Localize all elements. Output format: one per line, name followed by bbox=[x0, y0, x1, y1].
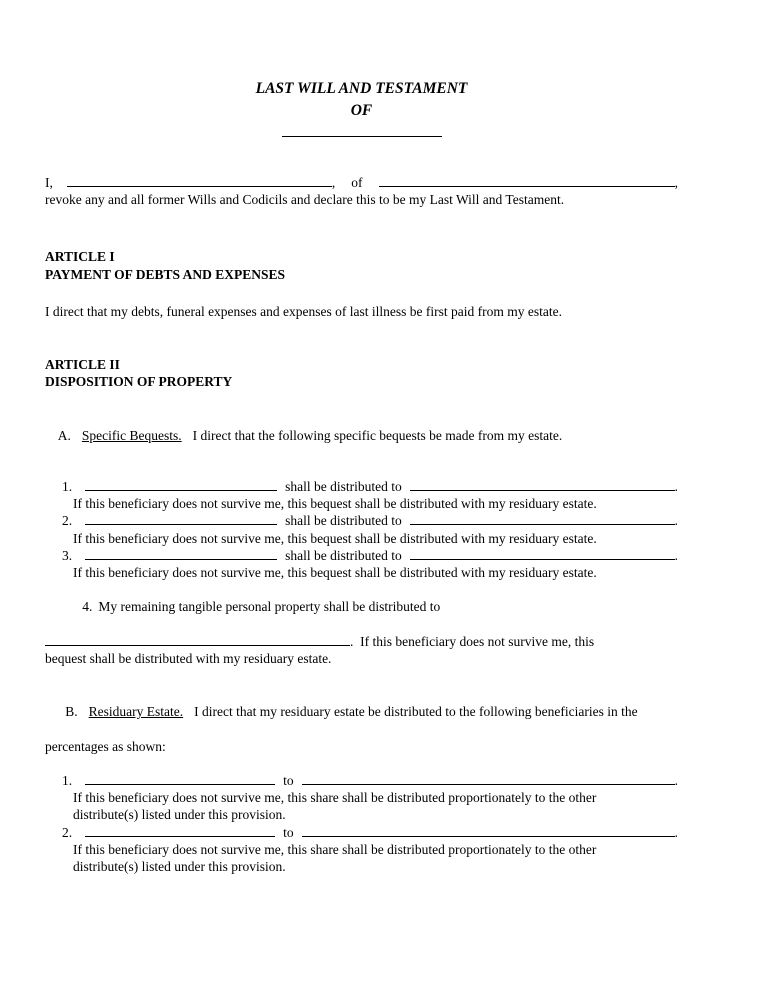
share-item-1-line bbox=[45, 772, 678, 789]
bequest-item-1-mid-text: shall be distributed to bbox=[285, 479, 402, 495]
share-2-beneficiary-blank bbox=[302, 836, 675, 837]
bequest-item-3-line bbox=[45, 547, 678, 564]
bequest-2-property-blank bbox=[85, 524, 277, 525]
share-1-percentage-blank bbox=[85, 784, 275, 785]
remaining-property-line-2-suffix: . If this beneficiary does not survive me, this bbox=[350, 633, 595, 649]
bequest-item-1-line bbox=[45, 478, 678, 495]
remaining-property-line-3: bequest shall be distributed with my residuary estate. bbox=[45, 651, 332, 667]
section-b-list bbox=[45, 772, 678, 875]
bequest-item-2-number: 2. bbox=[62, 513, 73, 529]
share-item-2-note-line-1: If this beneficiary does not survive me, this share shall be distributed proportionately to the other bbox=[73, 841, 597, 857]
section-a-intro-text: I direct that the following specific bequests be made from my estate. bbox=[192, 427, 563, 443]
opening-i-label: I, bbox=[45, 175, 53, 190]
share-item-1-note-line-2: distribute(s) listed under this provision. bbox=[73, 807, 286, 823]
article-1-heading bbox=[45, 248, 678, 282]
bequest-item-2-note: If this beneficiary does not survive me, this bequest shall be distributed with my residuary estate. bbox=[73, 530, 597, 546]
article-1-heading-line-1: ARTICLE I bbox=[45, 249, 115, 265]
testator-name-title-blank bbox=[282, 136, 442, 137]
opening-trailing-comma: , bbox=[674, 175, 678, 190]
share-item-1-mid-text: to bbox=[283, 773, 294, 789]
bequest-item-1-number: 1. bbox=[62, 479, 73, 495]
title-name-line bbox=[45, 122, 678, 144]
share-1-beneficiary-blank bbox=[302, 784, 675, 785]
section-a-heading: Specific Bequests. bbox=[81, 427, 182, 443]
remaining-property-beneficiary-blank bbox=[45, 645, 350, 646]
share-item-2-line bbox=[45, 824, 678, 841]
opening-line-1 bbox=[45, 174, 678, 191]
share-item-2-mid-text: to bbox=[283, 824, 294, 840]
share-item-1-note-line-1: If this beneficiary does not survive me, this share shall be distributed proportionately to the other bbox=[73, 790, 597, 806]
section-a-intro-line bbox=[45, 409, 678, 461]
bequest-item-1-note: If this beneficiary does not survive me, this bequest shall be distributed with my residuary estate. bbox=[73, 496, 597, 512]
share-item-2-note-line-2: distribute(s) listed under this provision. bbox=[73, 859, 286, 875]
section-b-intro-text: I direct that my residuary estate be distributed to the following beneficiaries in the bbox=[194, 704, 638, 720]
article-2-heading-line-1: ARTICLE II bbox=[45, 357, 120, 373]
bequest-item-2-terminator: . bbox=[674, 513, 678, 529]
bequest-item-3-number: 3. bbox=[62, 547, 73, 563]
bequest-2-beneficiary-blank bbox=[410, 524, 675, 525]
testator-address-blank bbox=[379, 186, 675, 187]
opening-comma: , bbox=[331, 175, 336, 190]
bequest-item-3-note: If this beneficiary does not survive me, this bequest shall be distributed with my residuary estate. bbox=[73, 565, 597, 581]
title-line-1: LAST WILL AND TESTAMENT bbox=[255, 80, 468, 97]
section-b-heading: Residuary Estate. bbox=[88, 704, 184, 720]
section-a-list bbox=[45, 478, 678, 667]
remaining-property-line-2 bbox=[45, 633, 678, 650]
bequest-item-3-mid-text: shall be distributed to bbox=[285, 547, 402, 563]
bequest-1-beneficiary-blank bbox=[410, 490, 675, 491]
revocation-line: revoke any and all former Wills and Codicils and declare this to be my Last Will and Testament. bbox=[45, 192, 565, 208]
testator-name-blank bbox=[67, 186, 332, 187]
section-b-intro bbox=[45, 686, 678, 755]
opening-paragraph bbox=[45, 174, 678, 208]
share-item-2-number: 2. bbox=[62, 824, 73, 840]
bequest-item-4-number: 4. bbox=[82, 599, 93, 615]
bequest-3-beneficiary-blank bbox=[410, 559, 675, 560]
section-a-label: A. bbox=[57, 427, 71, 443]
bequest-item-1-terminator: . bbox=[674, 479, 678, 495]
bequest-item-3-terminator: . bbox=[674, 547, 678, 563]
article-1-heading-line-2: PAYMENT OF DEBTS AND EXPENSES bbox=[45, 266, 286, 282]
section-b-intro-line-1 bbox=[45, 686, 678, 738]
share-item-1-terminator: . bbox=[674, 773, 678, 789]
share-item-1-number: 1. bbox=[62, 773, 73, 789]
title-line-2: OF bbox=[350, 102, 373, 119]
bequest-item-2-line bbox=[45, 512, 678, 529]
bequest-3-property-blank bbox=[85, 559, 277, 560]
share-2-percentage-blank bbox=[85, 836, 275, 837]
document-title bbox=[45, 78, 678, 144]
article-1-body: I direct that my debts, funeral expenses and expenses of last illness be first paid from my estate. bbox=[45, 303, 562, 319]
bequest-1-property-blank bbox=[85, 490, 277, 491]
share-item-2-terminator: . bbox=[674, 824, 678, 840]
article-2-heading bbox=[45, 356, 678, 390]
section-b-label: B. bbox=[65, 704, 78, 720]
opening-of-label: of bbox=[351, 175, 363, 190]
bequest-item-2-mid-text: shall be distributed to bbox=[285, 513, 402, 529]
section-b-intro-line-2: percentages as shown: bbox=[45, 738, 166, 754]
article-2-heading-line-2: DISPOSITION OF PROPERTY bbox=[45, 374, 233, 390]
remaining-property-text: My remaining tangible personal property shall be distributed to bbox=[98, 599, 441, 615]
remaining-property-line-1 bbox=[45, 581, 678, 633]
